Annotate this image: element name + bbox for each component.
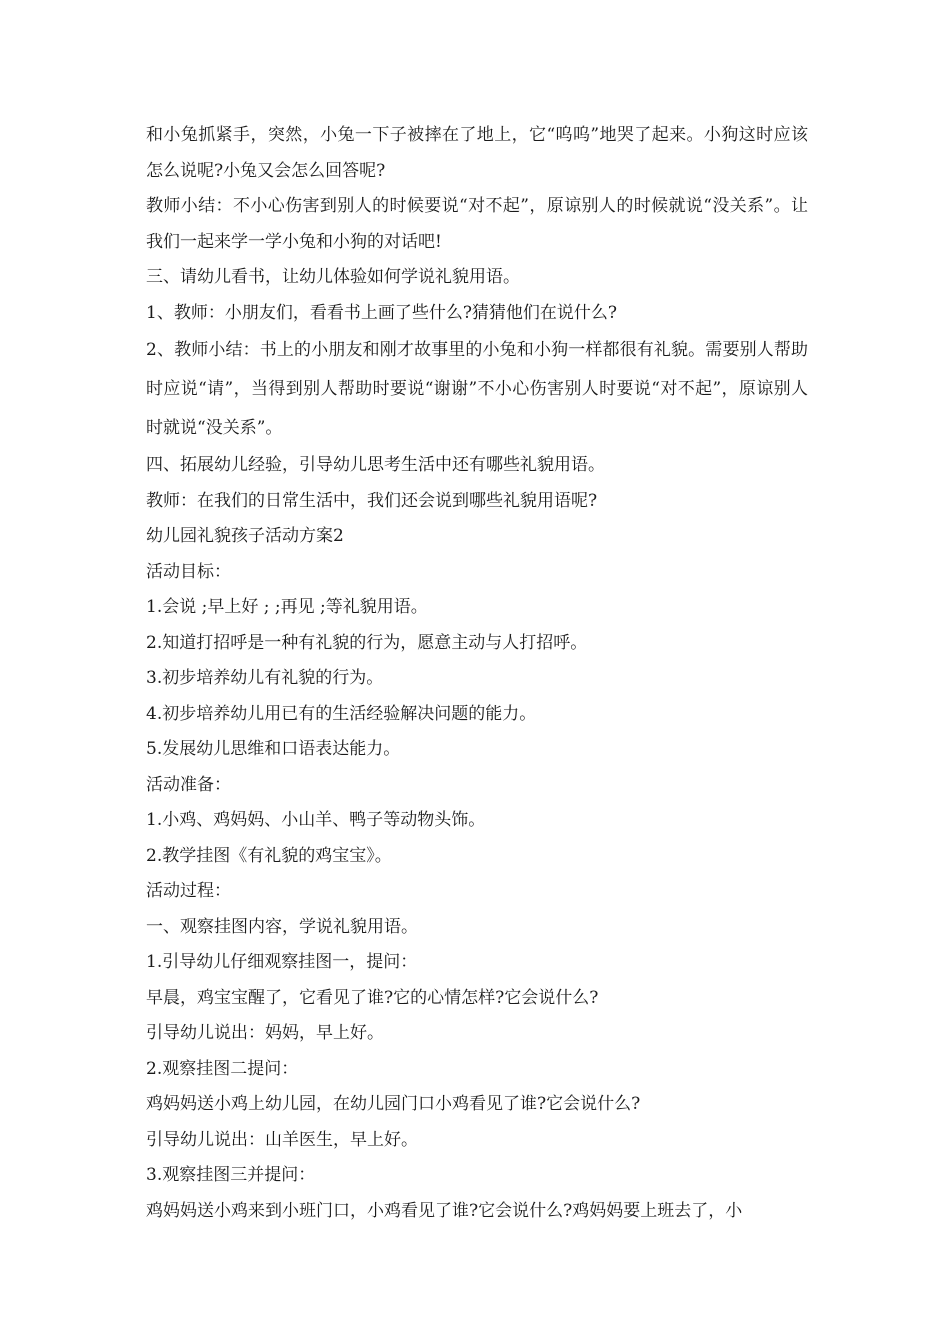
paragraph-section-four: 四、拓展幼儿经验，引导幼儿思考生活中还有哪些礼貌用语。	[146, 455, 605, 475]
paragraph-section-three: 三、请幼儿看书，让幼儿体验如何学说礼貌用语。	[146, 267, 520, 287]
paragraph-teacher-question: 教师：在我们的日常生活中，我们还会说到哪些礼貌用语呢?	[146, 490, 598, 511]
process-step-2-answer: 引导幼儿说出：山羊医生，早上好。	[146, 1129, 418, 1150]
preparation-item-1: 1.小鸡、鸡妈妈、小山羊、鸭子等动物头饰。	[146, 810, 486, 830]
goal-item-2: 2.知道打招呼是一种有礼貌的行为，愿意主动与人打招呼。	[146, 632, 588, 653]
process-step-2: 2.观察挂图二提问：	[146, 1058, 299, 1079]
paragraph-step-2: 2、教师小结：书上的小朋友和刚才故事里的小兔和小狗一样都很有礼貌。需要别人帮助时应说“请”，当得到别人帮助时要说“谢谢”不小心伤害别人时要说“对不起”，原谅别人时就说“没关系”。	[146, 340, 808, 438]
heading-activity-process: 活动过程：	[146, 881, 231, 901]
process-step-2-question: 鸡妈妈送小鸡上幼儿园，在幼儿园门口小鸡看见了谁?它会说什么?	[146, 1094, 641, 1114]
heading-activity-goals: 活动目标：	[146, 561, 231, 582]
paragraph-story-continuation: 和小兔抓紧手，突然，小兔一下子被摔在了地上，它“呜呜”地哭了起来。小狗这时应该怎么说呢?小兔又会怎么回答呢?	[146, 125, 808, 181]
process-step-3-question: 鸡妈妈送小鸡来到小班门口，小鸡看见了谁?它会说什么?鸡妈妈要上班去了，小	[146, 1200, 743, 1221]
process-step-1-answer: 引导幼儿说出：妈妈，早上好。	[146, 1023, 384, 1043]
preparation-item-2: 2.教学挂图《有礼貌的鸡宝宝》。	[146, 845, 392, 866]
process-step-3: 3.观察挂图三并提问：	[146, 1165, 316, 1185]
paragraph-teacher-summary: 教师小结：不小心伤害到别人的时候要说“对不起”，原谅别人的时候就说“没关系”。让我们一起来学一学小兔和小狗的对话吧!	[146, 196, 808, 252]
process-section-one: 一、观察挂图内容，学说礼貌用语。	[146, 916, 418, 937]
goal-item-1: 1.会说 ;早上好 ; ;再见 ;等礼貌用语。	[146, 597, 428, 617]
goal-item-5: 5.发展幼儿思维和口语表达能力。	[146, 739, 401, 759]
paragraph-step-1: 1、教师：小朋友们，看看书上画了些什么?猜猜他们在说什么?	[146, 302, 618, 323]
heading-plan-2: 幼儿园礼貌孩子活动方案2	[146, 526, 344, 546]
goal-item-3: 3.初步培养幼儿有礼貌的行为。	[146, 668, 384, 688]
heading-activity-preparation: 活动准备：	[146, 774, 231, 795]
document-page	[146, 118, 808, 1229]
process-step-1: 1.引导幼儿仔细观察挂图一，提问：	[146, 952, 418, 972]
process-step-1-question: 早晨，鸡宝宝醒了，它看见了谁?它的心情怎样?它会说什么?	[146, 987, 599, 1008]
goal-item-4: 4.初步培养幼儿用已有的生活经验解决问题的能力。	[146, 703, 537, 724]
